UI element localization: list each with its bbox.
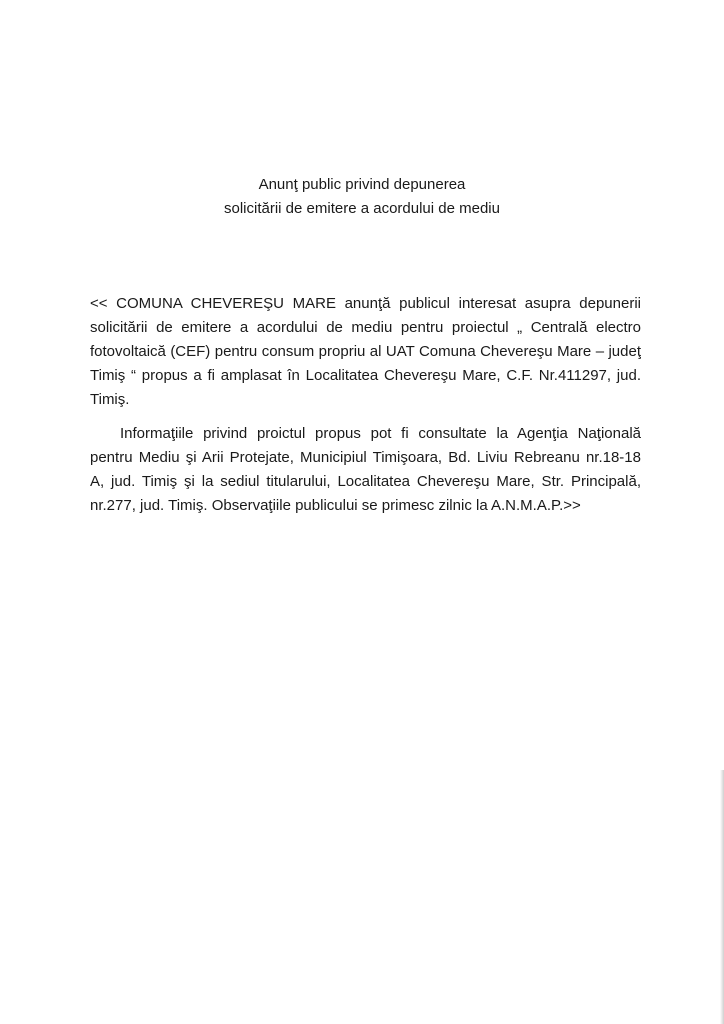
paragraph1-line: solicitării de emitere a acordului de mediu pentru proiectul „ Centrală electro bbox=[90, 319, 641, 336]
paragraph1-line: fotovoltaică (CEF) pentru consum propriu al UAT Comuna Chevereşu Mare – judeţ bbox=[90, 343, 641, 360]
title-line-2: solicitării de emitere a acordului de mediu bbox=[224, 200, 500, 217]
announcement-body bbox=[90, 292, 641, 518]
paragraph2-line: A, jud. Timiş şi la sediul titularului, Localitatea Chevereşu Mare, Str. Principală, bbox=[90, 473, 641, 490]
title-line-1: Anunţ public privind depunerea bbox=[258, 176, 466, 193]
paragraph1-line: Timiş. bbox=[90, 391, 130, 408]
paragraph-announcement bbox=[90, 292, 641, 412]
paragraph1-line: Timiş “ propus a fi amplasat în Localitatea Chevereşu Mare, C.F. Nr.411297, jud. bbox=[90, 367, 641, 384]
paragraph-information bbox=[90, 422, 641, 518]
paragraph1-line: << COMUNA CHEVEREŞU MARE anunţă publicul interesat asupra depunerii bbox=[90, 295, 641, 312]
announcement-title bbox=[0, 173, 724, 221]
paragraph2-line: nr.277, jud. Timiş. Observaţiile publicului se primesc zilnic la A.N.M.A.P.>> bbox=[90, 497, 581, 514]
paragraph2-line: pentru Mediu şi Arii Protejate, Municipiul Timişoara, Bd. Liviu Rebreanu nr.18-18 bbox=[90, 449, 641, 466]
paragraph2-line: Informaţiile privind proictul propus pot fi consultate la Agenţia Naţională bbox=[120, 425, 641, 442]
scan-edge-shadow bbox=[720, 770, 724, 1024]
